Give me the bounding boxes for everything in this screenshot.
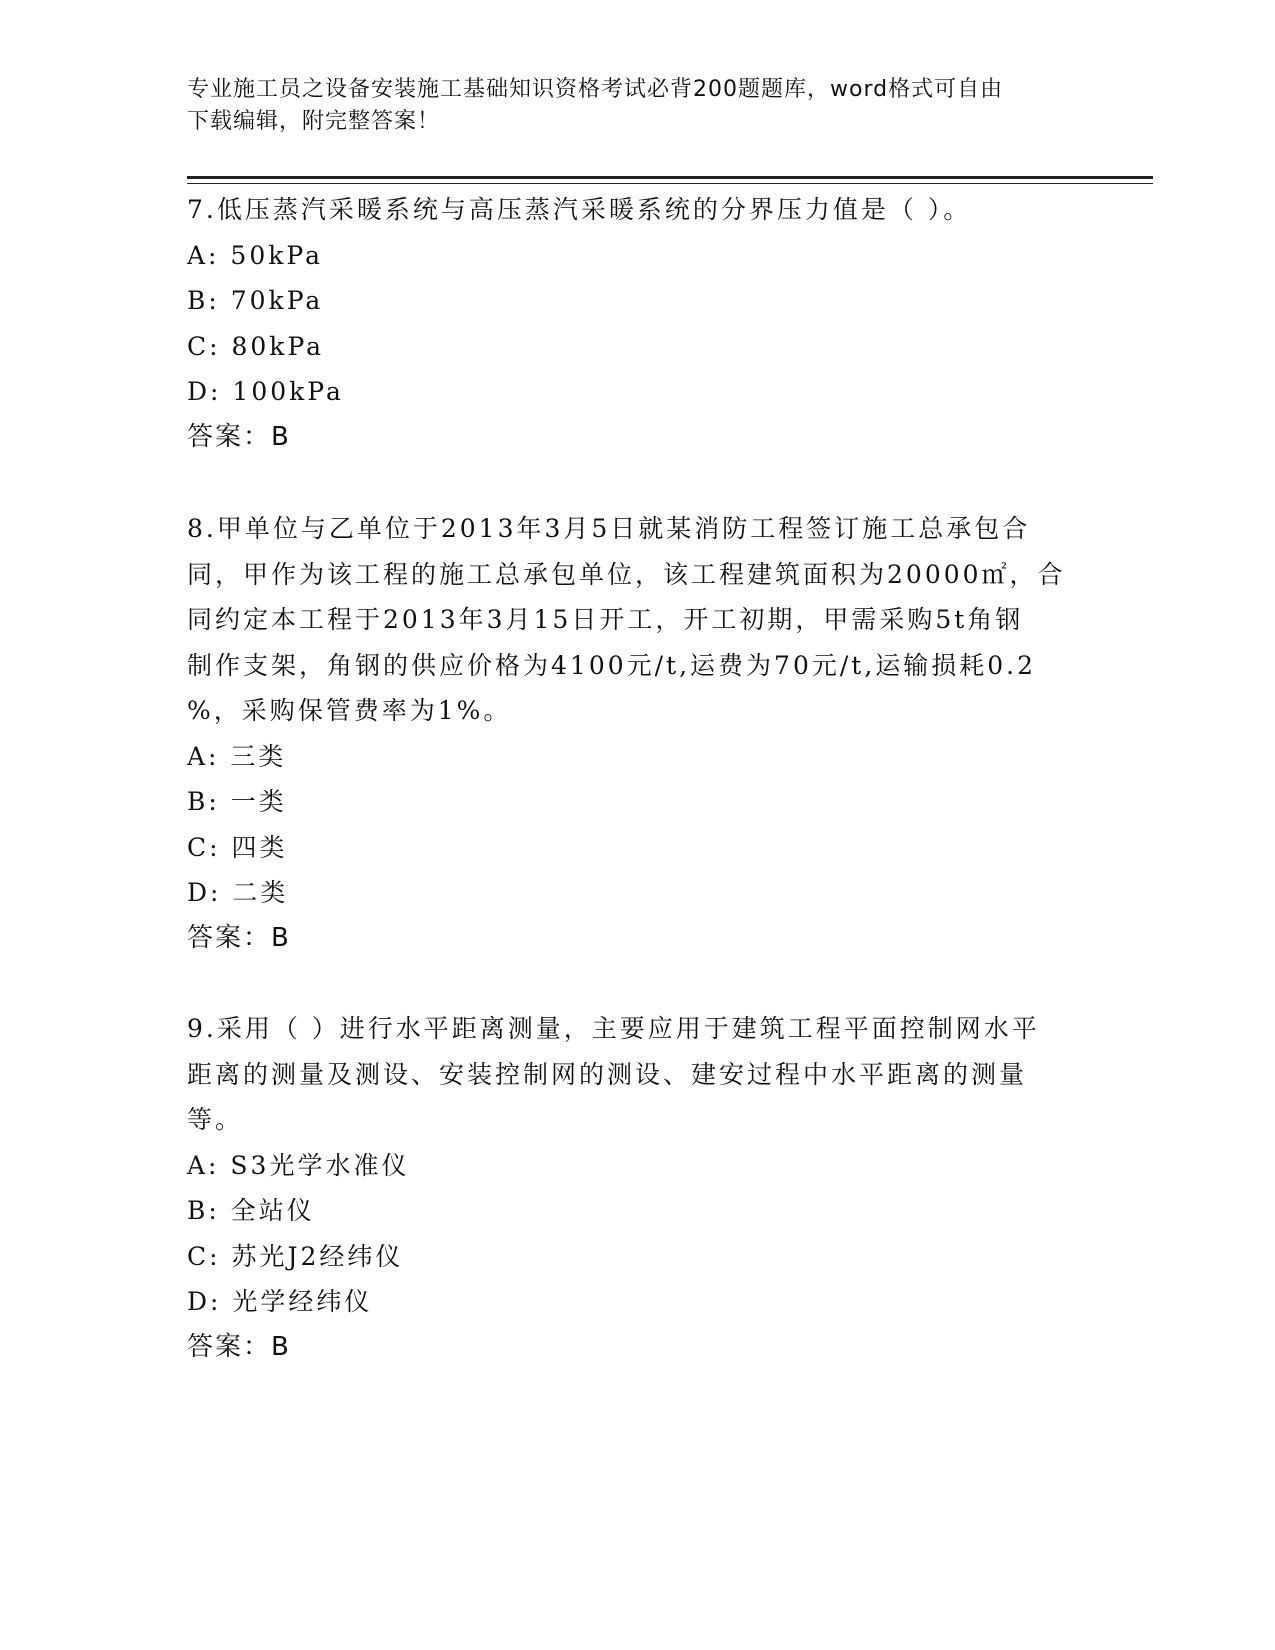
- question-8: [187, 506, 1087, 961]
- question-7-text: 7.低压蒸汽采暖系统与高压蒸汽采暖系统的分界压力值是（ ）。: [187, 195, 972, 224]
- document-header: [187, 74, 1067, 138]
- question-8-text-line-1: 8.甲单位与乙单位于2013年3月5日就某消防工程签订施工总承包合: [187, 514, 1031, 543]
- question-8-option-b: B: 一类: [187, 787, 287, 816]
- header-line-2: 下载编辑，附完整答案！: [187, 109, 441, 134]
- header-rule-thin: [187, 183, 1153, 184]
- header-line-1: 专业施工员之设备安装施工基础知识资格考试必背200题题库，word格式可自由: [187, 77, 1004, 102]
- question-9-option-d: D: 光学经纬仪: [187, 1287, 373, 1316]
- question-9: [187, 1006, 1087, 1370]
- question-9-option-c: C: 苏光J2经纬仪: [187, 1241, 404, 1271]
- question-9-text-line-1: 9.采用（ ）进行水平距离测量，主要应用于建筑工程平面控制网水平: [187, 1014, 1040, 1043]
- question-7-answer: 答案：B: [187, 421, 291, 452]
- question-7: [187, 187, 1087, 460]
- question-7-option-d: D: 100kPa: [187, 377, 344, 406]
- question-8-text-line-2: 同，甲作为该工程的施工总承包单位，该工程建筑面积为20000㎡，合: [187, 559, 1066, 589]
- question-8-option-c: C: 四类: [187, 832, 288, 862]
- question-9-answer: 答案：B: [187, 1331, 291, 1362]
- header-rule-thick: [187, 176, 1153, 179]
- question-8-answer: 答案：B: [187, 922, 291, 953]
- question-7-option-a: A: 50kPa: [187, 240, 323, 270]
- question-7-option-c: C: 80kPa: [187, 331, 325, 361]
- question-9-text-line-3: 等。: [187, 1105, 244, 1134]
- question-9-text-line-2: 距离的测量及测设、安装控制网的测设、建安过程中水平距离的测量: [187, 1059, 1028, 1089]
- question-8-text-line-3: 同约定本工程于2013年3月15日开工，开工初期，甲需采购5t角钢: [187, 605, 1024, 634]
- question-8-text-line-5: %，采购保管费率为1%。: [187, 696, 512, 725]
- question-7-option-b: B: 70kPa: [187, 286, 324, 315]
- question-9-option-a: A: S3光学水准仪: [187, 1150, 410, 1180]
- question-8-text-line-4: 制作支架，角钢的供应价格为4100元/t,运费为70元/t,运输损耗0.2: [187, 650, 1037, 680]
- question-9-option-b: B: 全站仪: [187, 1196, 315, 1225]
- question-8-option-d: D: 二类: [187, 878, 289, 907]
- question-8-option-a: A: 三类: [187, 741, 287, 771]
